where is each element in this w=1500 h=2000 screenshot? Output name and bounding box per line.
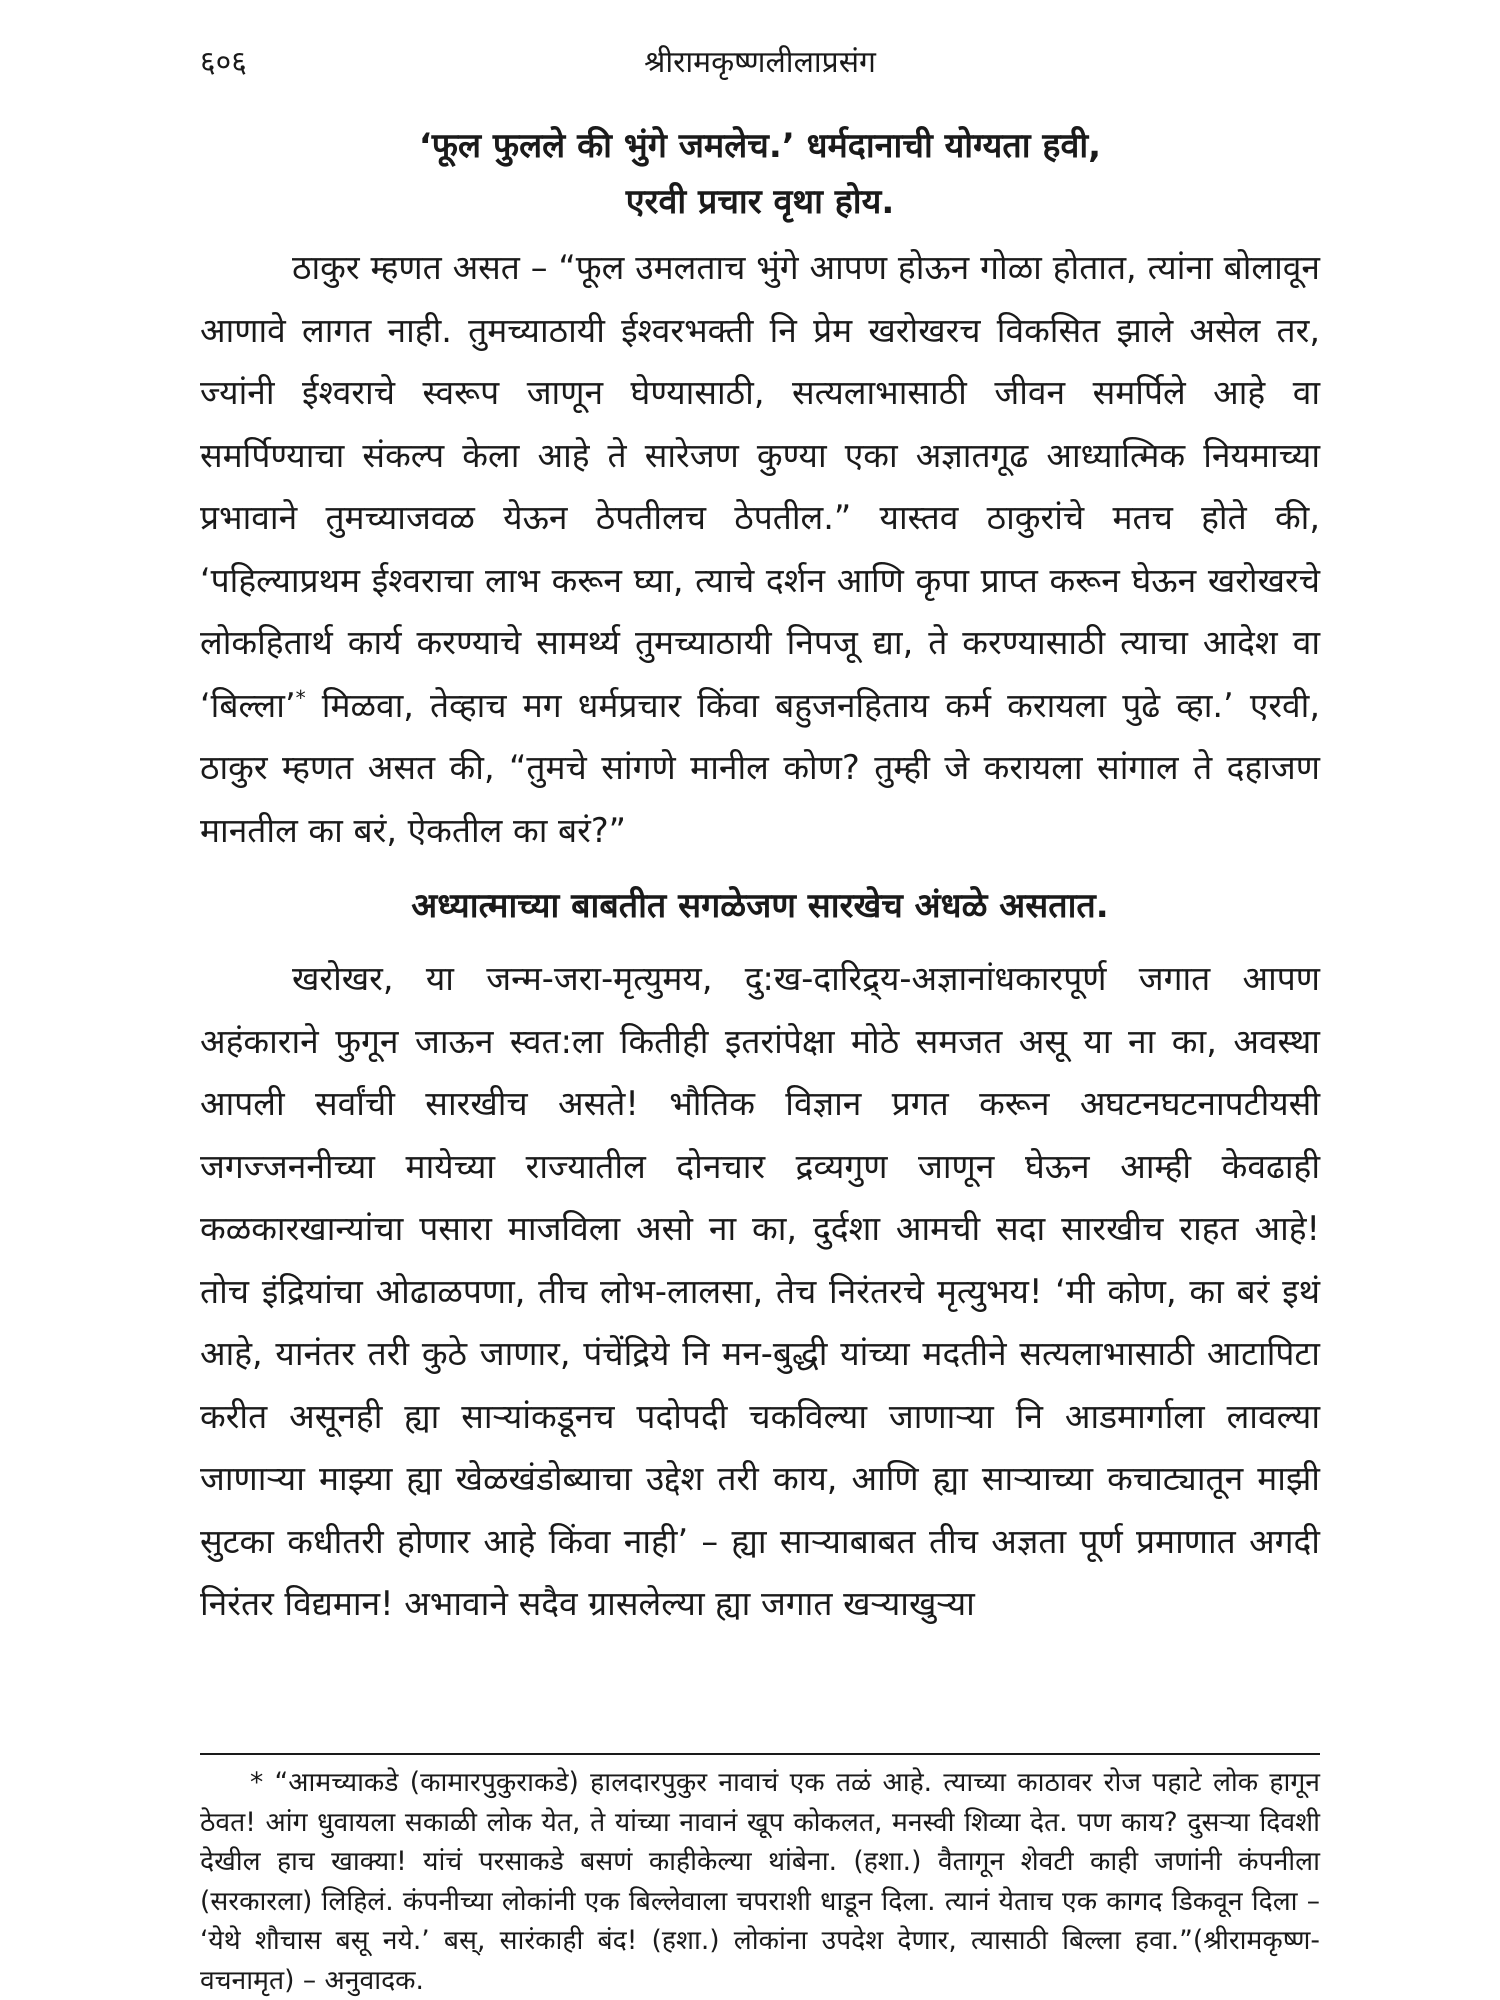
page-header xyxy=(200,40,1320,90)
section-heading-1-line-2: एरवी प्रचार वृथा होय. xyxy=(625,182,895,222)
footnote-text: “आमच्याकडे (कामारपुकुराकडे) हालदारपुकुर नावाचं एक तळं आहे. त्याच्या काठावर रोज पहाटे लोक हागून ठेवत! आंग धुवायला सकाळी लोक येत, ते यांच्या नावानं खूप कोकलत, मनस्वी शिव्या देत. पण काय? दुसऱ्या दिवशी देखील हाच खाक्या! यांचं परसाकडे बसणं काहीकेल्या थांबेना. (हशा.) वैतागून शेवटी काही जणांनी कंपनीला (सरकारला) लिहिलं. कंपनीच्या लोकांनी एक बिल्लेवाला चपराशी धाडून दिला. त्यानं येताच एक कागद डिकवून दिला – ‘येथे शौचास बसू नये.’ बस्, सारंकाही बंद! (हशा.) लोकांना उपदेश देणार, त्यासाठी बिल्ला हवा.”(श्रीरामकृष्ण-वचनामृत) – अनुवादक. xyxy=(200,1767,1320,1996)
section-heading-2: अध्यात्माच्या बाबतीत सगळेजण सारखेच अंधळे असतात. xyxy=(411,886,1109,926)
footnote-reference-mark: * xyxy=(295,685,306,710)
footnote-mark: * xyxy=(250,1767,264,1798)
paragraph-1 xyxy=(200,237,1320,862)
paragraph-2-text: खरोखर, या जन्म-जरा-मृत्युमय, दु:ख-दारिद्र्य-अज्ञानांधकारपूर्ण जगात आपण अहंकाराने फुगून जाऊन स्वत:ला कितीही इतरांपेक्षा मोठे समजत असू या ना का, अवस्था आपली सर्वांची सारखीच असते! भौतिक विज्ञान प्रगत करून अघटनघटनापटीयसी जगज्जननीच्या मायेच्या राज्यातील दोनचार द्रव्यगुण जाणून घेऊन आम्ही केवढाही कळकारखान्यांचा पसारा माजविला असो ना का, दुर्दशा आमची सदा सारखीच राहत आहे! तोच इंद्रियांचा ओढाळपणा, तीच लोभ-लालसा, तेच निरंतरचे मृत्युभय! ‘मी कोण, का बरं इथं आहे, यानंतर तरी कुठे जाणार, पंचेंद्रिये नि मन-बुद्धी यांच्या मदतीने सत्यलाभासाठी आटापिटा करीत असूनही ह्या साऱ्यांकडूनच पदोपदी चकविल्या जाणाऱ्या नि आडमार्गाला लावल्या जाणाऱ्या माझ्या ह्या खेळखंडोब्याचा उद्देश तरी काय, आणि ह्या साऱ्याच्या कचाट्यातून माझी सुटका कधीतरी होणार आहे किंवा नाही’ – ह्या साऱ्याबाबत तीच अज्ञता पूर्ण प्रमाणात अगदी निरंतर विद्यमान! अभावाने सदैव ग्रासलेल्या ह्या जगात खऱ्याखुऱ्या xyxy=(200,959,1320,1623)
paragraph-2 xyxy=(200,948,1320,1636)
footnote-divider xyxy=(200,1753,1320,1755)
section-heading-1-line-1: ‘फूल फुलले की भुंगे जमलेच.’ धर्मदानाची योग्यता हवी, xyxy=(418,126,1102,166)
paragraph-1-text-a: ठाकुर म्हणत असत – “फूल उमलताच भुंगे आपण होऊन गोळा होतात, त्यांना बोलावून आणावे लागत नाही. तुमच्याठायी ईश्वरभक्ती नि प्रेम खरोखरच विकसित झाले असेल तर, ज्यांनी ईश्वराचे स्वरूप जाणून घेण्यासाठी, सत्यलाभासाठी जीवन समर्पिले आहे वा समर्पिण्याचा संकल्प केला आहे ते सारेजण कुण्या एका अज्ञातगूढ आध्यात्मिक नियमाच्या प्रभावाने तुमच्याजवळ येऊन ठेपतीलच ठेपतील.” यास्तव ठाकुरांचे मतच होते की, ‘पहिल्याप्रथम ईश्वराचा लाभ करून घ्या, त्याचे दर्शन आणि कृपा प्राप्त करून घेऊन खरोखरचे लोकहितार्थ कार्य करण्याचे सामर्थ्य तुमच्याठायी निपजू द्या, ते करण्यासाठी त्याचा आदेश वा ‘बिल्ला’ xyxy=(200,248,1320,725)
running-title: श्रीरामकृष्णलीलाप्रसंग xyxy=(644,45,876,80)
paragraph-1-text-b: मिळवा, तेव्हाच मग धर्मप्रचार किंवा बहुजनहिताय कर्म करायला पुढे व्हा.’ एरवी, ठाकुर म्हणत असत की, “तुमचे सांगणे मानील कोण? तुम्ही जे करायला सांगाल ते दहाजण मानतील का बरं, ऐकतील का बरं?” xyxy=(200,685,1320,850)
footnote xyxy=(200,1763,1320,2000)
page-number: ६०६ xyxy=(200,45,247,80)
section-heading-1 xyxy=(200,118,1320,230)
